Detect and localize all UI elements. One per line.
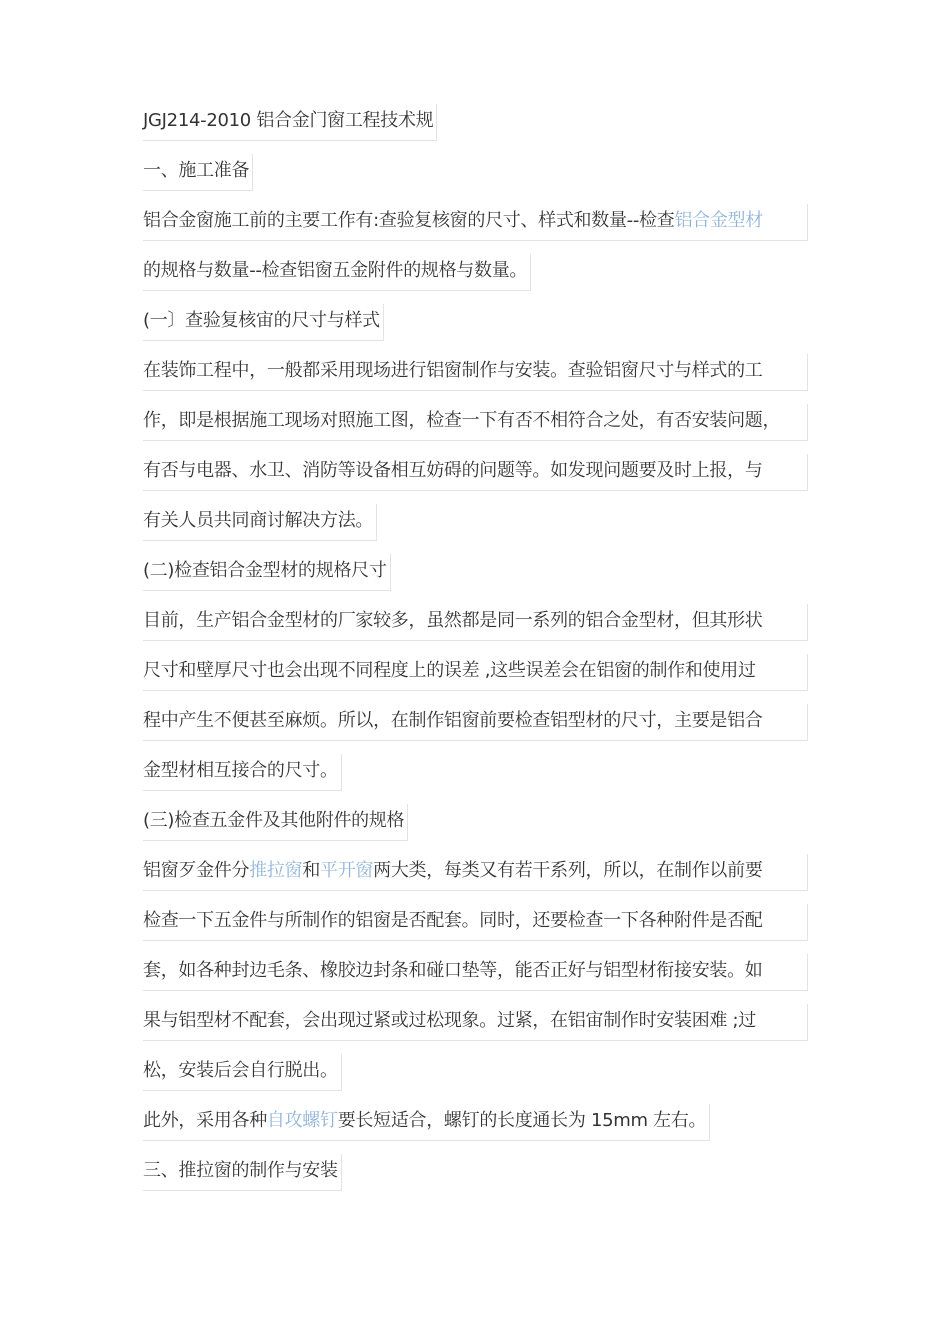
- link-sliding-window[interactable]: 推拉窗: [249, 860, 303, 881]
- paragraph-line: 果与铝型材不配套，会出现过紧或过松现象。过紧，在铝宙制作时安装困难 ;过: [143, 1004, 808, 1041]
- paragraph-line: 有关人员共同商讨解决方法。: [143, 504, 377, 541]
- paragraph-line: 尺寸和壁厚尺寸也会出现不同程度上的误差 ,这些误差会在铝窗的制作和使用过: [143, 654, 808, 691]
- paragraph-line: [143, 854, 808, 891]
- text-run: 此外，采用各种: [143, 1110, 267, 1131]
- paragraph-line: 作，即是根据施工现场对照施工图，检查一下有否不相符合之处，有否安装问题，: [143, 404, 808, 441]
- paragraph-line: 程中产生不便甚至麻烦。所以，在制作铝窗前要检查铝型材的尺寸，主要是铝合: [143, 704, 808, 741]
- link-casement-window[interactable]: 平开窗: [320, 860, 374, 881]
- text-run: 两大类，每类又有若干系列，所以，在制作以前要: [373, 860, 763, 881]
- paragraph-line: [143, 1104, 710, 1141]
- link-aluminum-profile[interactable]: 铝合金型材: [674, 210, 763, 231]
- subsection-heading-3: (三)检查五金件及其他附件的规格: [143, 804, 408, 841]
- paragraph-line: 金型材相互接合的尺寸。: [143, 754, 342, 791]
- text-run: 和: [302, 860, 321, 881]
- document-title: JGJ214-2010 铝合金门窗工程技术规: [143, 104, 437, 141]
- paragraph-line: 松，安装后会自行脱出。: [143, 1054, 342, 1091]
- paragraph-line: 在装饰工程中，一般都采用现场进行铝窗制作与安装。查验铝窗尺寸与样式的工: [143, 354, 808, 391]
- section-heading-preparation: 一、施工准备: [143, 154, 253, 191]
- subsection-heading-1: (一〕查验复核宙的尺寸与样式: [143, 304, 384, 341]
- section-heading-sliding-window: 三、推拉窗的制作与安装: [143, 1154, 342, 1191]
- subsection-heading-2: (二)检查铝合金型材的规格尺寸: [143, 554, 391, 591]
- link-self-tapping-screw[interactable]: 自攻螺钉: [266, 1110, 338, 1131]
- paragraph-line: 的规格与数量--检查铝窗五金附件的规格与数量。: [143, 254, 531, 291]
- paragraph-line: 有否与电器、水卫、消防等设备相互妨碍的问题等。如发现问题要及时上报，与: [143, 454, 808, 491]
- document-body: [143, 104, 823, 1204]
- paragraph-line: 套，如各种封边毛条、橡胶边封条和碰口垫等，能否正好与铝型材衔接安装。如: [143, 954, 808, 991]
- paragraph-line: [143, 204, 808, 241]
- text-run: 要长短适合，螺钉的长度通长为 15mm 左右。: [337, 1110, 707, 1131]
- text-run: 铝合金窗施工前的主要工作有:查验复核窗的尺寸、样式和数量--检查: [143, 210, 675, 231]
- paragraph-line: 目前，生产铝合金型材的厂家较多，虽然都是同一系列的铝合金型材，但其形状: [143, 604, 808, 641]
- text-run: 铝窗歹金件分: [143, 860, 250, 881]
- paragraph-line: 检查一下五金件与所制作的铝窗是否配套。同时，还要检查一下各种附件是否配: [143, 904, 808, 941]
